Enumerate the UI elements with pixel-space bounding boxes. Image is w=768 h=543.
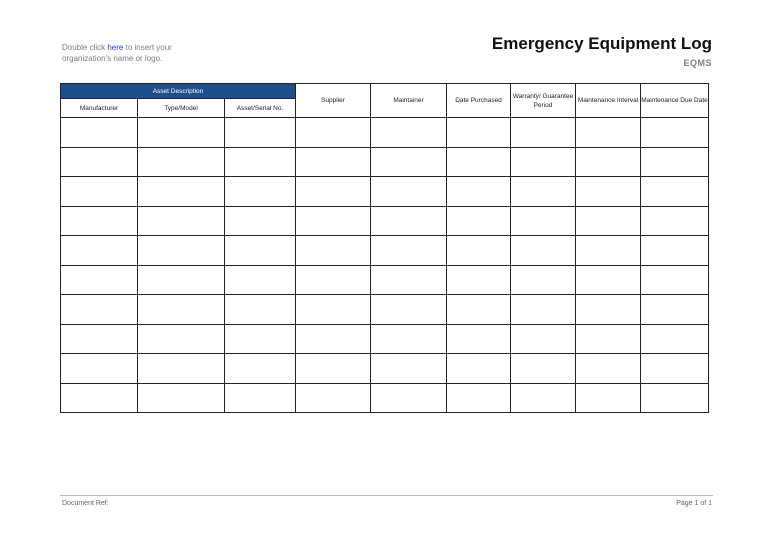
table-cell[interactable]	[225, 236, 296, 266]
table-cell[interactable]	[138, 147, 225, 177]
equipment-log-table	[60, 83, 709, 413]
table-cell[interactable]	[371, 206, 447, 236]
table-cell[interactable]	[641, 354, 709, 384]
table-row	[61, 324, 709, 354]
logo-hint-suffix: to insert your organization's name or logo.	[62, 43, 172, 63]
warranty-period-header: Warranty/ Guarantee Period	[511, 84, 576, 118]
table-cell[interactable]	[138, 236, 225, 266]
table-cell[interactable]	[61, 383, 138, 413]
maintenance-interval-header: Maintenance Interval	[576, 84, 641, 118]
table-cell[interactable]	[61, 147, 138, 177]
table-cell[interactable]	[138, 177, 225, 207]
table-cell[interactable]	[61, 206, 138, 236]
table-cell[interactable]	[447, 206, 511, 236]
table-cell[interactable]	[371, 236, 447, 266]
document-ref: Document Ref:	[62, 500, 109, 507]
table-cell[interactable]	[225, 118, 296, 148]
table-cell[interactable]	[61, 354, 138, 384]
table-cell[interactable]	[225, 147, 296, 177]
table-cell[interactable]	[576, 295, 641, 325]
table-cell[interactable]	[371, 324, 447, 354]
table-cell[interactable]	[641, 118, 709, 148]
table-cell[interactable]	[576, 147, 641, 177]
table-cell[interactable]	[641, 383, 709, 413]
table-cell[interactable]	[138, 354, 225, 384]
table-cell[interactable]	[447, 265, 511, 295]
table-cell[interactable]	[641, 265, 709, 295]
page-subtitle: EQMS	[683, 58, 712, 68]
table-cell[interactable]	[296, 118, 371, 148]
table-cell[interactable]	[511, 265, 576, 295]
table-cell[interactable]	[511, 383, 576, 413]
table-cell[interactable]	[511, 324, 576, 354]
table-row	[61, 118, 709, 148]
table-cell[interactable]	[641, 147, 709, 177]
asset-serial-header: Asset/Serial No.	[225, 99, 296, 118]
table-cell[interactable]	[296, 354, 371, 384]
table-cell[interactable]	[371, 354, 447, 384]
table-cell[interactable]	[576, 177, 641, 207]
table-cell[interactable]	[138, 383, 225, 413]
table-cell[interactable]	[371, 118, 447, 148]
table-cell[interactable]	[296, 265, 371, 295]
table-cell[interactable]	[61, 236, 138, 266]
page-title: Emergency Equipment Log	[491, 34, 712, 53]
table-cell[interactable]	[371, 177, 447, 207]
table-cell[interactable]	[447, 324, 511, 354]
table-cell[interactable]	[447, 118, 511, 148]
table-cell[interactable]	[371, 265, 447, 295]
maintenance-due-date-header: Maintenance Due Date	[641, 84, 709, 118]
table-cell[interactable]	[371, 383, 447, 413]
table-cell[interactable]	[511, 177, 576, 207]
table-cell[interactable]	[225, 206, 296, 236]
table-cell[interactable]	[641, 206, 709, 236]
table-cell[interactable]	[447, 383, 511, 413]
table-cell[interactable]	[225, 295, 296, 325]
table-row	[61, 236, 709, 266]
table-cell[interactable]	[641, 295, 709, 325]
table-cell[interactable]	[296, 383, 371, 413]
table-cell[interactable]	[61, 265, 138, 295]
table-cell[interactable]	[296, 206, 371, 236]
logo-placeholder[interactable]	[62, 42, 222, 64]
table-body	[61, 118, 709, 413]
table-cell[interactable]	[576, 354, 641, 384]
table-cell[interactable]	[511, 118, 576, 148]
table-cell[interactable]	[138, 324, 225, 354]
footer-divider	[60, 495, 713, 496]
table-cell[interactable]	[225, 354, 296, 384]
table-cell[interactable]	[138, 265, 225, 295]
table-cell[interactable]	[61, 118, 138, 148]
table-cell[interactable]	[296, 295, 371, 325]
table-cell[interactable]	[511, 236, 576, 266]
table-cell[interactable]	[296, 177, 371, 207]
table-cell[interactable]	[576, 383, 641, 413]
table-cell[interactable]	[296, 147, 371, 177]
table-row	[61, 295, 709, 325]
table-cell[interactable]	[61, 177, 138, 207]
table-cell[interactable]	[447, 354, 511, 384]
table-cell[interactable]	[447, 147, 511, 177]
logo-insert-link[interactable]: here	[107, 43, 124, 52]
asset-description-header: Asset Description	[61, 84, 296, 99]
table-cell[interactable]	[61, 295, 138, 325]
table-cell[interactable]	[447, 177, 511, 207]
type-model-header: Type/Model	[138, 99, 225, 118]
maintainer-header: Maintainer	[371, 84, 447, 118]
table-cell[interactable]	[225, 177, 296, 207]
table-cell[interactable]	[641, 236, 709, 266]
table-row	[61, 147, 709, 177]
table-cell[interactable]	[576, 265, 641, 295]
table-row	[61, 354, 709, 384]
logo-hint-prefix: Double click	[62, 43, 108, 52]
table-row	[61, 206, 709, 236]
table-cell[interactable]	[296, 236, 371, 266]
table-cell[interactable]	[511, 295, 576, 325]
table-cell[interactable]	[511, 206, 576, 236]
supplier-header: Supplier	[296, 84, 371, 118]
table-cell[interactable]	[296, 324, 371, 354]
table-cell[interactable]	[511, 147, 576, 177]
manufacturer-header: Manufacturer	[61, 99, 138, 118]
table-cell[interactable]	[371, 147, 447, 177]
table-cell[interactable]	[576, 118, 641, 148]
table-cell[interactable]	[225, 265, 296, 295]
table-cell[interactable]	[576, 236, 641, 266]
table-cell[interactable]	[576, 206, 641, 236]
table-row	[61, 177, 709, 207]
table-cell[interactable]	[447, 236, 511, 266]
table-cell[interactable]	[371, 295, 447, 325]
table-cell[interactable]	[641, 177, 709, 207]
table-cell[interactable]	[138, 295, 225, 325]
table-cell[interactable]	[576, 324, 641, 354]
table-cell[interactable]	[641, 324, 709, 354]
table-row	[61, 383, 709, 413]
table-cell[interactable]	[447, 295, 511, 325]
table-row	[61, 265, 709, 295]
table-cell[interactable]	[225, 324, 296, 354]
date-purchased-header: Date Purchased	[447, 84, 511, 118]
table-cell[interactable]	[511, 354, 576, 384]
page-number: Page 1 of 1	[676, 500, 712, 507]
table-cell[interactable]	[138, 206, 225, 236]
table-cell[interactable]	[61, 324, 138, 354]
table-cell[interactable]	[225, 383, 296, 413]
table-cell[interactable]	[138, 118, 225, 148]
